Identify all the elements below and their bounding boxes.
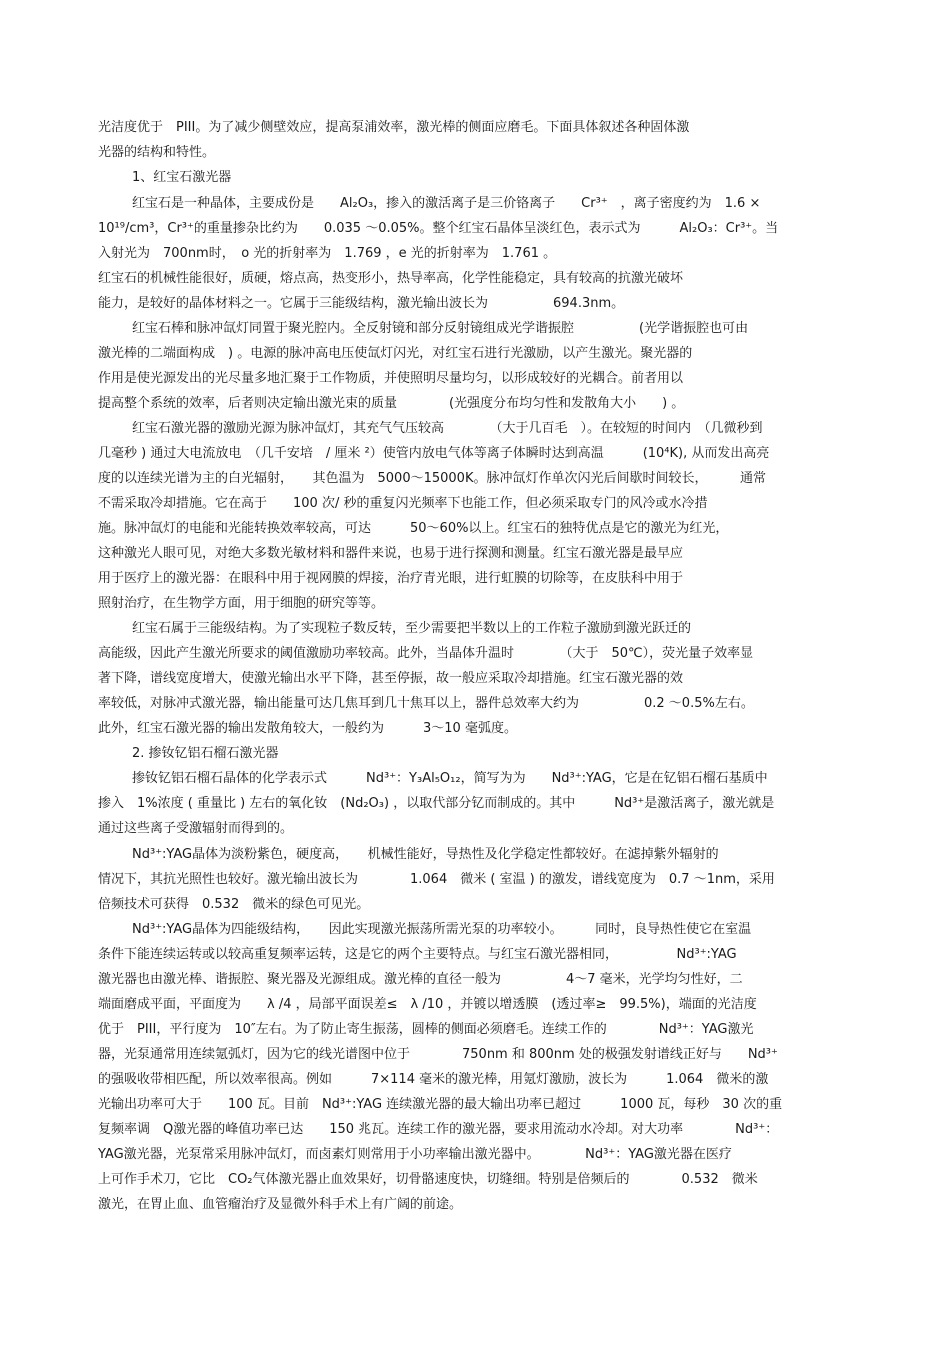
text-line: 入射光为 700nm时， o 光的折射率为 1.769 ，e 光的折射率为 1.761 。 — [98, 246, 557, 261]
text-line: 通过这些离子受激辐射而得到的。 — [98, 821, 294, 836]
text-line: 激光棒的二端面构成 ) 。电源的脉冲高电压使氙灯闪光，对红宝石进行光激励，以产生激光。聚光器的 — [98, 346, 693, 361]
text-line: 这种激光人眼可见，对绝大多数光敏材料和器件来说，也易于进行探测和测量。红宝石激光器是最早应 — [98, 546, 684, 561]
text-line: 高能级，因此产生激光所要求的阈值激励功率较高。此外，当晶体升温时 （大于 50℃），荧光量子效率显 — [98, 646, 754, 661]
text-line: 不需采取冷却措施。它在高于 100 次/ 秒的重复闪光频率下也能工作，但必须采取专门的风冷或水冷措 — [98, 496, 708, 511]
text-line: 红宝石的机械性能很好，质硬，熔点高，热变形小，热导率高，化学性能稳定，具有较高的抗激光破坏 — [98, 271, 684, 286]
text-line: 倍频技术可获得 0.532 微米的绿色可见光。 — [98, 897, 370, 912]
text-line: 红宝石棒和脉冲氙灯同置于聚光腔内。全反射镜和部分反射镜组成光学谐振腔 (光学谐振腔也可由 — [132, 321, 749, 336]
text-line: YAG激光器，光泵常采用脉冲氙灯，而卤素灯则常用于小功率输出激光器中。 Nd³⁺：YAG激光器在医疗 — [98, 1147, 732, 1162]
text-line: Nd³⁺:YAG晶体为四能级结构， 因此实现激光振荡所需光泵的功率较小。 同时，良导热性使它在室温 — [132, 922, 752, 937]
text-line: 光输出功率可大于 100 瓦。目前 Nd³⁺:YAG 连续激光器的最大输出功率已超过 1000 瓦，每秒 30 次的重 — [98, 1097, 783, 1112]
text-line: 掺钕钇铝石榴石晶体的化学表示式 Nd³⁺：Y₃Al₅O₁₂，简写为为 Nd³⁺:YAG，它是在钇铝石榴石基质中 — [132, 771, 768, 786]
text-line: 作用是使光源发出的光尽量多地汇聚于工作物质，并使照明尽量均匀，以形成较好的光耦合。前者用以 — [98, 371, 684, 386]
text-line: 度的以连续光谱为主的白光辐射， 其色温为 5000～15000K。脉冲氙灯作单次闪光后间歇时间较长， 通常 — [98, 471, 766, 486]
text-line: 端面磨成平面，平面度为 λ /4 ，局部平面误差≤ λ /10 ，并镀以增透膜 (透过率≥ 99.5%)，端面的光洁度 — [98, 997, 757, 1012]
text-line: 情况下，其抗光照性也较好。激光输出波长为 1.064 微米 ( 室温 ) 的激发，谱线宽度为 0.7 ～1nm，采用 — [98, 872, 775, 887]
text-line: 著下降，谱线宽度增大，使激光输出水平下降，甚至停振，故一般应采取冷却措施。红宝石激光器的效 — [98, 671, 684, 686]
text-line: 复频率调 Q激光器的峰值功率已达 150 兆瓦。连续工作的激光器，要求用流动水冷却。对大功率 Nd³⁺： — [98, 1122, 779, 1137]
text-line: 激光，在胃止血、血管瘤治疗及显微外科手术上有广阔的前途。 — [98, 1197, 463, 1212]
text-line: 上可作手术刀，它比 CO₂气体激光器止血效果好，切骨骼速度快，切缝细。特别是倍频后的 0.532 微米 — [98, 1172, 758, 1187]
text-line: 提高整个系统的效率，后者则决定输出激光束的质量 (光强度分布均匀性和发散角大小 ) 。 — [98, 396, 685, 411]
text-line: 施。脉冲氙灯的电能和光能转换效率较高，可达 50～60%以上。红宝石的独特优点是它的激光为红光， — [98, 521, 729, 536]
text-line: Nd³⁺:YAG晶体为淡粉紫色，硬度高， 机械性能好，导热性及化学稳定性都较好。在滤掉紫外辐射的 — [132, 847, 719, 862]
text-line: 激光器也由激光棒、谐振腔、聚光器及光源组成。激光棒的直径一般为 4～7 毫米，光学均匀性好，二 — [98, 972, 743, 987]
text-line: 能力，是较好的晶体材料之一。它属于三能级结构，激光输出波长为 694.3nm。 — [98, 296, 625, 311]
text-line: 器，光泵通常用连续氪弧灯，因为它的线光谱图中位于 750nm 和 800nm 处的极强发射谱线正好与 Nd³⁺ — [98, 1047, 778, 1062]
text-line: 用于医疗上的激光器：在眼科中用于视网膜的焊接，治疗青光眼，进行虹膜的切除等，在皮肤科中用于 — [98, 571, 684, 586]
text-line: 条件下能连续运转或以较高重复频率运转，这是它的两个主要特点。与红宝石激光器相同， Nd³⁺:YAG — [98, 947, 737, 962]
text-line: 率较低，对脉冲式激光器，输出能量可达几焦耳到几十焦耳以上，器件总效率大约为 0.2 ～0.5%左右。 — [98, 696, 754, 711]
section-heading: 2. 掺钕钇铝石榴石激光器 — [132, 746, 279, 761]
text-line: 10¹⁹/cm³，Cr³⁺的重量掺杂比约为 0.035 ～0.05%。整个红宝石晶体呈淡红色，表示式为 Al₂O₃：Cr³⁺。当 — [98, 221, 779, 236]
section-heading: 1、红宝石激光器 — [132, 170, 232, 185]
text-line: 几毫秒 ) 通过大电流放电 （几千安培 / 厘米 ²）使管内放电气体等离子体瞬时达到高温 (10⁴K), 从而发出高亮 — [98, 446, 770, 461]
text-line: 照射治疗，在生物学方面，用于细胞的研究等等。 — [98, 596, 385, 611]
text-line: 的强吸收带相匹配，所以效率很高。例如 7×114 毫米的激光棒，用氪灯激励，波长为 1.064 微米的激 — [98, 1072, 769, 1087]
text-line: 红宝石激光器的激励光源为脉冲氙灯，其充气气压较高 （大于几百毛 ）。在较短的时间内 （几微秒到 — [132, 421, 763, 436]
text-line: 优于 PIII，平行度为 10″左右。为了防止寄生振荡，圆棒的侧面必须磨毛。连续工作的 Nd³⁺：YAG激光 — [98, 1022, 754, 1037]
text-line: 光洁度优于 PIII。为了减少侧壁效应，提高泵浦效率，激光棒的侧面应磨毛。下面具体叙述各种固体激 — [98, 120, 690, 135]
text-line: 红宝石属于三能级结构。为了实现粒子数反转，至少需要把半数以上的工作粒子激励到激光跃迁的 — [132, 621, 692, 636]
text-line: 红宝石是一种晶体，主要成份是 Al₂O₃，掺入的激活离子是三价铬离子 Cr³⁺ ，离子密度约为 1.6 × — [132, 196, 761, 211]
text-line: 此外，红宝石激光器的输出发散角较大，一般约为 3～10 毫弧度。 — [98, 721, 517, 736]
text-line: 光器的结构和特性。 — [98, 145, 216, 160]
text-line: 掺入 1%浓度 ( 重量比 ) 左右的氧化钕 (Nd₂O₃) ，以取代部分钇而制成的。其中 Nd³⁺是激活离子，激光就是 — [98, 796, 775, 811]
